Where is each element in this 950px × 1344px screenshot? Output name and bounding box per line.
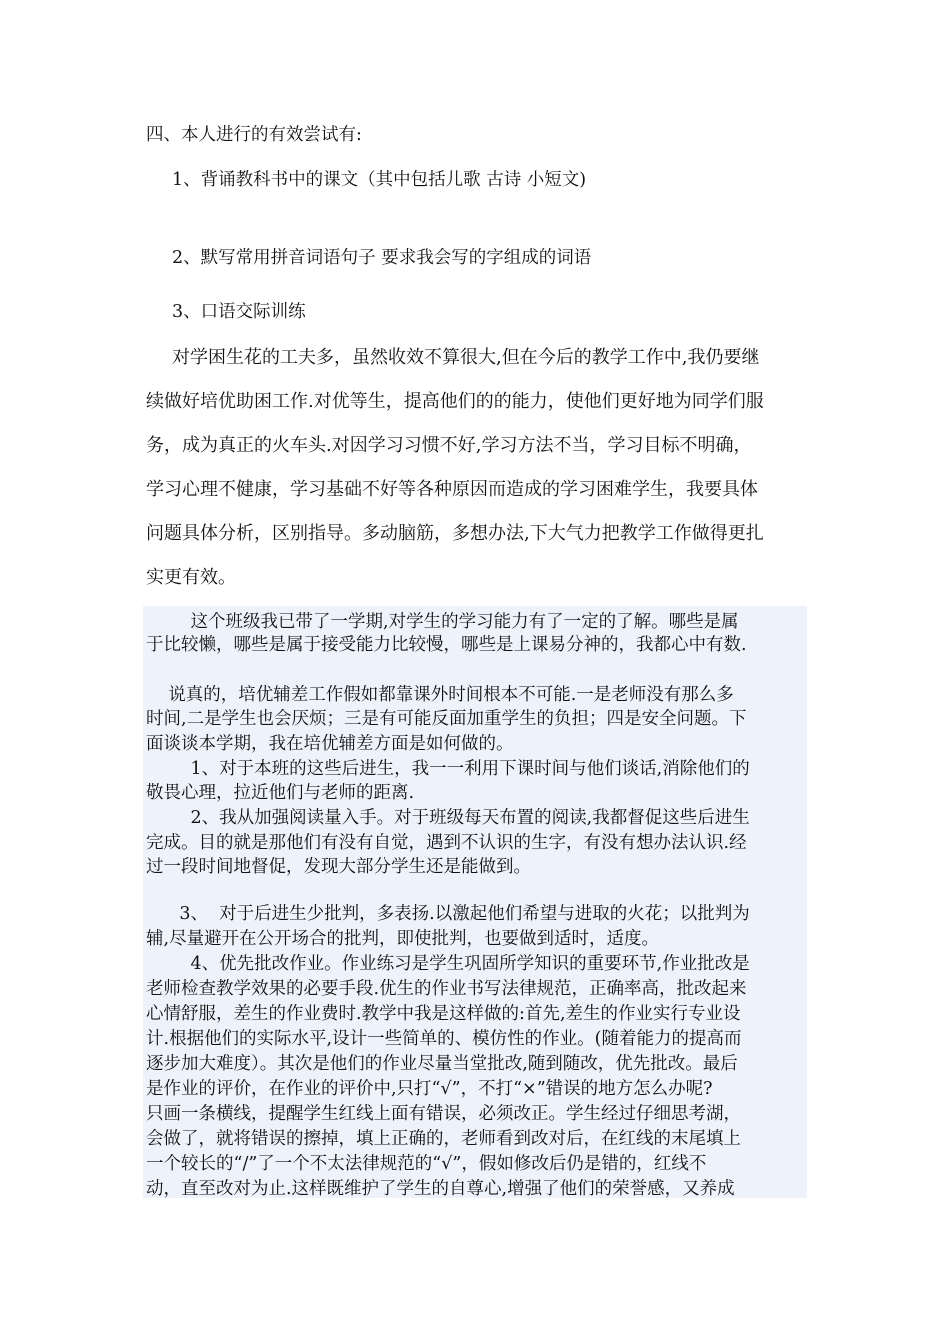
block-line: 3、 对于后进生少批判，多表扬.以激起他们希望与进取的火花；以批判为 [146, 904, 750, 924]
block-line: 是作业的评价，在作业的评价中,只打“√”，不打“×”错误的地方怎么办呢? [146, 1079, 713, 1099]
block-line: 敬畏心理，拉近他们与老师的距离. [146, 783, 415, 803]
block-line: 于比较懒，哪些是属于接受能力比较慢，哪些是上课易分神的，我都心中有数. [146, 635, 747, 655]
paragraph-line: 问题具体分析，区别指导。多动脑筋，多想办法,下大气力把教学工作做得更扎 [146, 523, 764, 544]
block-line: 一个较长的“/”了一个不太法律规范的“√”，假如修改后仍是错的，红线不 [146, 1154, 707, 1174]
block-line: 动，直至改对为止.这样既维护了学生的自尊心,增强了他们的荣誉感，又养成 [146, 1179, 735, 1199]
block-line: 计.根据他们的实际水平,设计一些简单的、模仿性的作业。(随着能力的提高而 [146, 1029, 742, 1049]
block-line: 逐步加大难度）。其次是他们的作业尽量当堂批改,随到随改，优先批改。最后 [146, 1054, 738, 1074]
list-item: 2、默写常用拼音词语句子 要求我会写的字组成的词语 [172, 248, 592, 268]
paragraph-line: 对学困生花的工夫多，虽然收效不算很大,但在今后的教学工作中,我仍要继 [172, 347, 760, 368]
block-line: 面谈谈本学期，我在培优辅差方面是如何做的。 [146, 734, 514, 754]
block-line: 只画一条横线，提醒学生红线上面有错误，必须改正。学生经过仔细思考湖， [146, 1104, 741, 1124]
block-line: 老师检查教学效果的必要手段.优生的作业书写法律规范，正确率高，批改起来 [146, 979, 747, 999]
block-line: 说真的，培优辅差工作假如都靠课外时间根本不可能.一是老师没有那么多 [146, 685, 734, 705]
paragraph-line: 续做好培优助困工作.对优等生，提高他们的的能力，使他们更好地为同学们服 [146, 391, 764, 412]
block-line: 会做了，就将错误的擦掉，填上正确的，老师看到改对后，在红线的末尾填上 [146, 1129, 741, 1149]
block-line: 心情舒服，差生的作业费时.教学中我是这样做的:首先,差生的作业实行专业设 [146, 1004, 741, 1024]
block-line: 时间,二是学生也会厌烦；三是有可能反面加重学生的负担；四是安全问题。下 [146, 709, 747, 729]
paragraph-line: 学习心理不健康，学习基础不好等各种原因而造成的学习困难学生，我要具体 [146, 479, 758, 500]
block-line: 这个班级我已带了一学期,对学生的学习能力有了一定的了解。哪些是属 [146, 612, 739, 632]
block-line: 4、优先批改作业。作业练习是学生巩固所学知识的重要环节,作业批改是 [146, 954, 750, 974]
block-line: 2、我从加强阅读量入手。对于班级每天布置的阅读,我都督促这些后进生 [146, 808, 750, 828]
section-heading: 四、本人进行的有效尝试有: [146, 125, 362, 145]
list-item: 1、背诵教科书中的课文（其中包括儿歌 古诗 小短文) [172, 170, 587, 190]
list-item: 3、口语交际训练 [172, 302, 306, 322]
block-line: 完成。目的就是那他们有没有自觉，遇到不认识的生字，有没有想办法认识.经 [146, 833, 747, 853]
block-line: 过一段时间地督促，发现大部分学生还是能做到。 [146, 857, 531, 877]
paragraph-line: 务，成为真正的火车头.对因学习习惯不好,学习方法不当，学习目标不明确， [146, 435, 752, 456]
block-line: 辅,尽量避开在公开场合的批判，即使批判，也要做到适时，适度。 [146, 929, 660, 949]
paragraph-line: 实更有效。 [146, 567, 236, 588]
block-line: 1、对于本班的这些后进生，我一一利用下课时间与他们谈话,消除他们的 [146, 759, 750, 779]
